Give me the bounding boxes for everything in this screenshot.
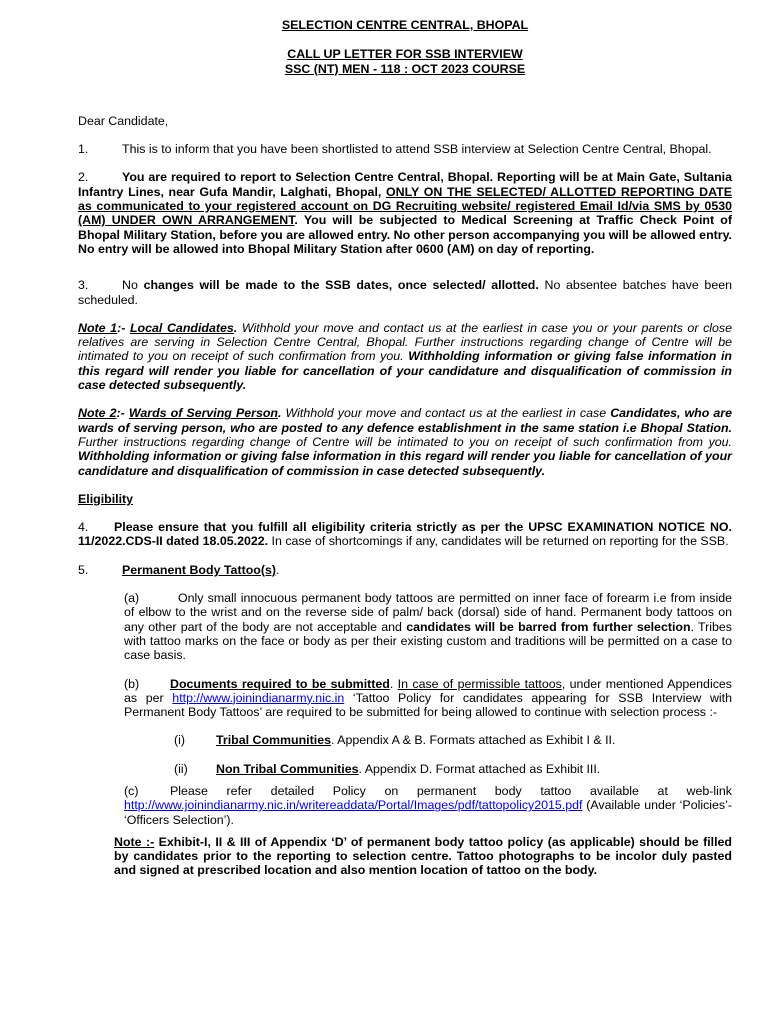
salutation: Dear Candidate, <box>78 113 169 128</box>
para-number: 4. <box>78 520 89 535</box>
paragraph-2 <box>78 170 732 256</box>
sub-text-2: (Available under ‘Policies’- ‘Officers Selection’). <box>124 798 732 827</box>
note-label: Note :- <box>114 834 155 849</box>
paragraph-5a <box>124 591 732 662</box>
sub-underlined-text: In case of permissible tattoos <box>397 676 562 691</box>
para-number: 2. <box>78 170 89 185</box>
centre-heading: SELECTION CENTRE CENTRAL, BHOPAL <box>281 18 529 32</box>
final-note <box>114 835 732 878</box>
note-2 <box>78 406 732 477</box>
para-bold-text: changes will be made to the SSB dates, once selected/ allotted. <box>143 278 539 293</box>
roman-title: Non Tribal Communities <box>216 761 359 776</box>
paragraph-5c <box>124 784 732 827</box>
para-text-2: No absentee batches have been scheduled. <box>78 278 732 307</box>
sub-number: (b) <box>124 676 140 691</box>
note-separator: :- <box>116 406 129 421</box>
para-number: 5. <box>78 562 89 577</box>
sub-bold-text: candidates will be barred from further selection <box>406 619 691 634</box>
note-bold-text: Withholding information or giving false information in this regard will render you liable for cancellation of your candidature and disqualification of commission in case detected subsequently. <box>78 349 732 393</box>
sub-text: Please refer detailed Policy on permanent body tattoo available at web-link <box>170 783 732 798</box>
course-title: SSC (NT) MEN - 118 : OCT 2023 COURSE <box>284 61 526 76</box>
note-dot: . <box>278 406 282 421</box>
sub-text: , under mentioned Appendices as per <box>124 676 732 705</box>
note-label: Note 2 <box>78 406 117 421</box>
note-label: Note 1 <box>78 320 118 335</box>
para-bold-text: Please ensure that you fulfill all eligibility criteria strictly as per the UPSC EXAMINATION NOTICE NO. 11/2022.CDS-II dated 18.05.2022. <box>78 520 732 549</box>
note-bold-text: Candidates, who are wards of serving person, who are posted to any defence establishment in the same station i.e Bhopal Station. <box>78 406 732 435</box>
note-text: Withhold your move and contact us at the earliest in case you or your parents or close relatives are serving in Selection Centre Central, Bhopal. Further instructions regarding change of Centre will be intimated to you on receipt of such confirmation from you. <box>78 320 733 364</box>
sub-number: (a) <box>124 591 140 606</box>
note-1 <box>78 321 732 392</box>
para-text: This is to inform that you have been shortlisted to attend SSB interview at Selection Centre Central, Bhopal. <box>122 142 712 157</box>
para-number: 1. <box>78 142 89 157</box>
tattoo-heading: Permanent Body Tattoo(s) <box>122 562 276 577</box>
roman-item <box>174 733 732 747</box>
sub-number: (c) <box>124 783 139 798</box>
letter-title: CALL UP LETTER FOR SSB INTERVIEW <box>287 47 523 62</box>
para-bold-text: You are required to report to Selection Centre Central, Bhopal. Reporting will be at Main Gate, Sultania Infantry Lines, near Gufa Mandir, Lalghati, Bhopal, <box>78 170 732 199</box>
roman-item <box>174 762 732 776</box>
note-text: Withhold your move and contact us at the earliest in case <box>281 406 611 421</box>
documents-heading: Documents required to be submitted <box>170 676 390 691</box>
note-dot: . <box>233 320 238 335</box>
note-title: Local Candidates <box>129 320 234 335</box>
roman-number: (ii) <box>174 761 188 776</box>
para-number: 3. <box>78 278 89 293</box>
note-separator: :- <box>117 320 130 335</box>
letter-page <box>78 18 732 878</box>
paragraph-5 <box>78 563 732 577</box>
roman-text: . Appendix D. Format attached as Exhibit III. <box>358 761 601 776</box>
sub-text: Only small innocuous permanent body tattoos are permitted on inner face of forearm i.e from inside of elbow to the wrist and on the reverse side of palm/ back (dorsal) side of hand. Permanent body tattoos on any other part of the body are not acceptable and <box>124 591 732 634</box>
note-text: Exhibit-I, II & III of Appendix ‘D’ of permanent body tattoo policy (as applicable) should be filled by candidates prior to the reporting to selection centre. Tattoo photographs to be incolor duly pasted and signed at prescribed location and also mention location of tattoo on the body. <box>114 834 732 878</box>
note-bold-text-2: Withholding information or giving false information in this regard will render you liable for cancellation of your candidature and disqualification of commission in case detected subsequently. <box>78 449 732 478</box>
sub-text-2: . Tribes with tattoo marks on the face or body as per their existing custom and traditions will be permitted on a case to case basis. <box>124 619 732 663</box>
reporting-date-notice: ONLY ON THE SELECTED/ ALLOTTED REPORTING DATE as communicated to your registered account on DG Recruiting website/ registered Email Id/via SMS by 0530 (AM) UNDER OWN ARRANGEMENT <box>78 184 732 228</box>
para-dot: . <box>275 562 280 577</box>
roman-title: Tribal Communities <box>216 733 331 748</box>
paragraph-3 <box>78 278 732 307</box>
paragraph-1 <box>78 142 732 156</box>
joinindianarmy-link[interactable]: http://www.joinindianarmy.nic.in <box>172 690 345 705</box>
sub-dot: . <box>389 676 398 691</box>
note-text-2: Further instructions regarding change of Centre will be intimated to you on receipt of such confirmation from you. <box>78 434 732 449</box>
tattoo-policy-link[interactable]: http://www.joinindianarmy.nic.in/writereaddata/Portal/Images/pdf/tattopolicy2015.pdf <box>124 798 583 813</box>
note-title: Wards of Serving Person <box>128 406 278 421</box>
para-bold-text-2: . You will be subjected to Medical Screening at Traffic Check Point of Bhopal Military Station, before you are allowed entry. No other person accompanying you will be allowed entry. No entry will be allowed into Bhopal Military Station after 0600 (AM) on day of reporting. <box>78 213 732 256</box>
eligibility-heading: Eligibility <box>78 491 134 506</box>
para-text: In case of shortcomings if any, candidates will be returned on reporting for the SSB. <box>268 534 729 549</box>
paragraph-4 <box>78 520 732 549</box>
para-text: No <box>122 278 144 293</box>
paragraph-5b <box>124 677 732 720</box>
roman-number: (i) <box>174 733 186 748</box>
sub-text-2: ‘Tattoo Policy for candidates appearing for SSB Interview with Permanent Body Tattoos’ are required to be submitted for being allowed to continue with selection process :- <box>124 690 732 720</box>
roman-text: . Appendix A & B. Formats attached as Exhibit I & II. <box>330 733 616 748</box>
